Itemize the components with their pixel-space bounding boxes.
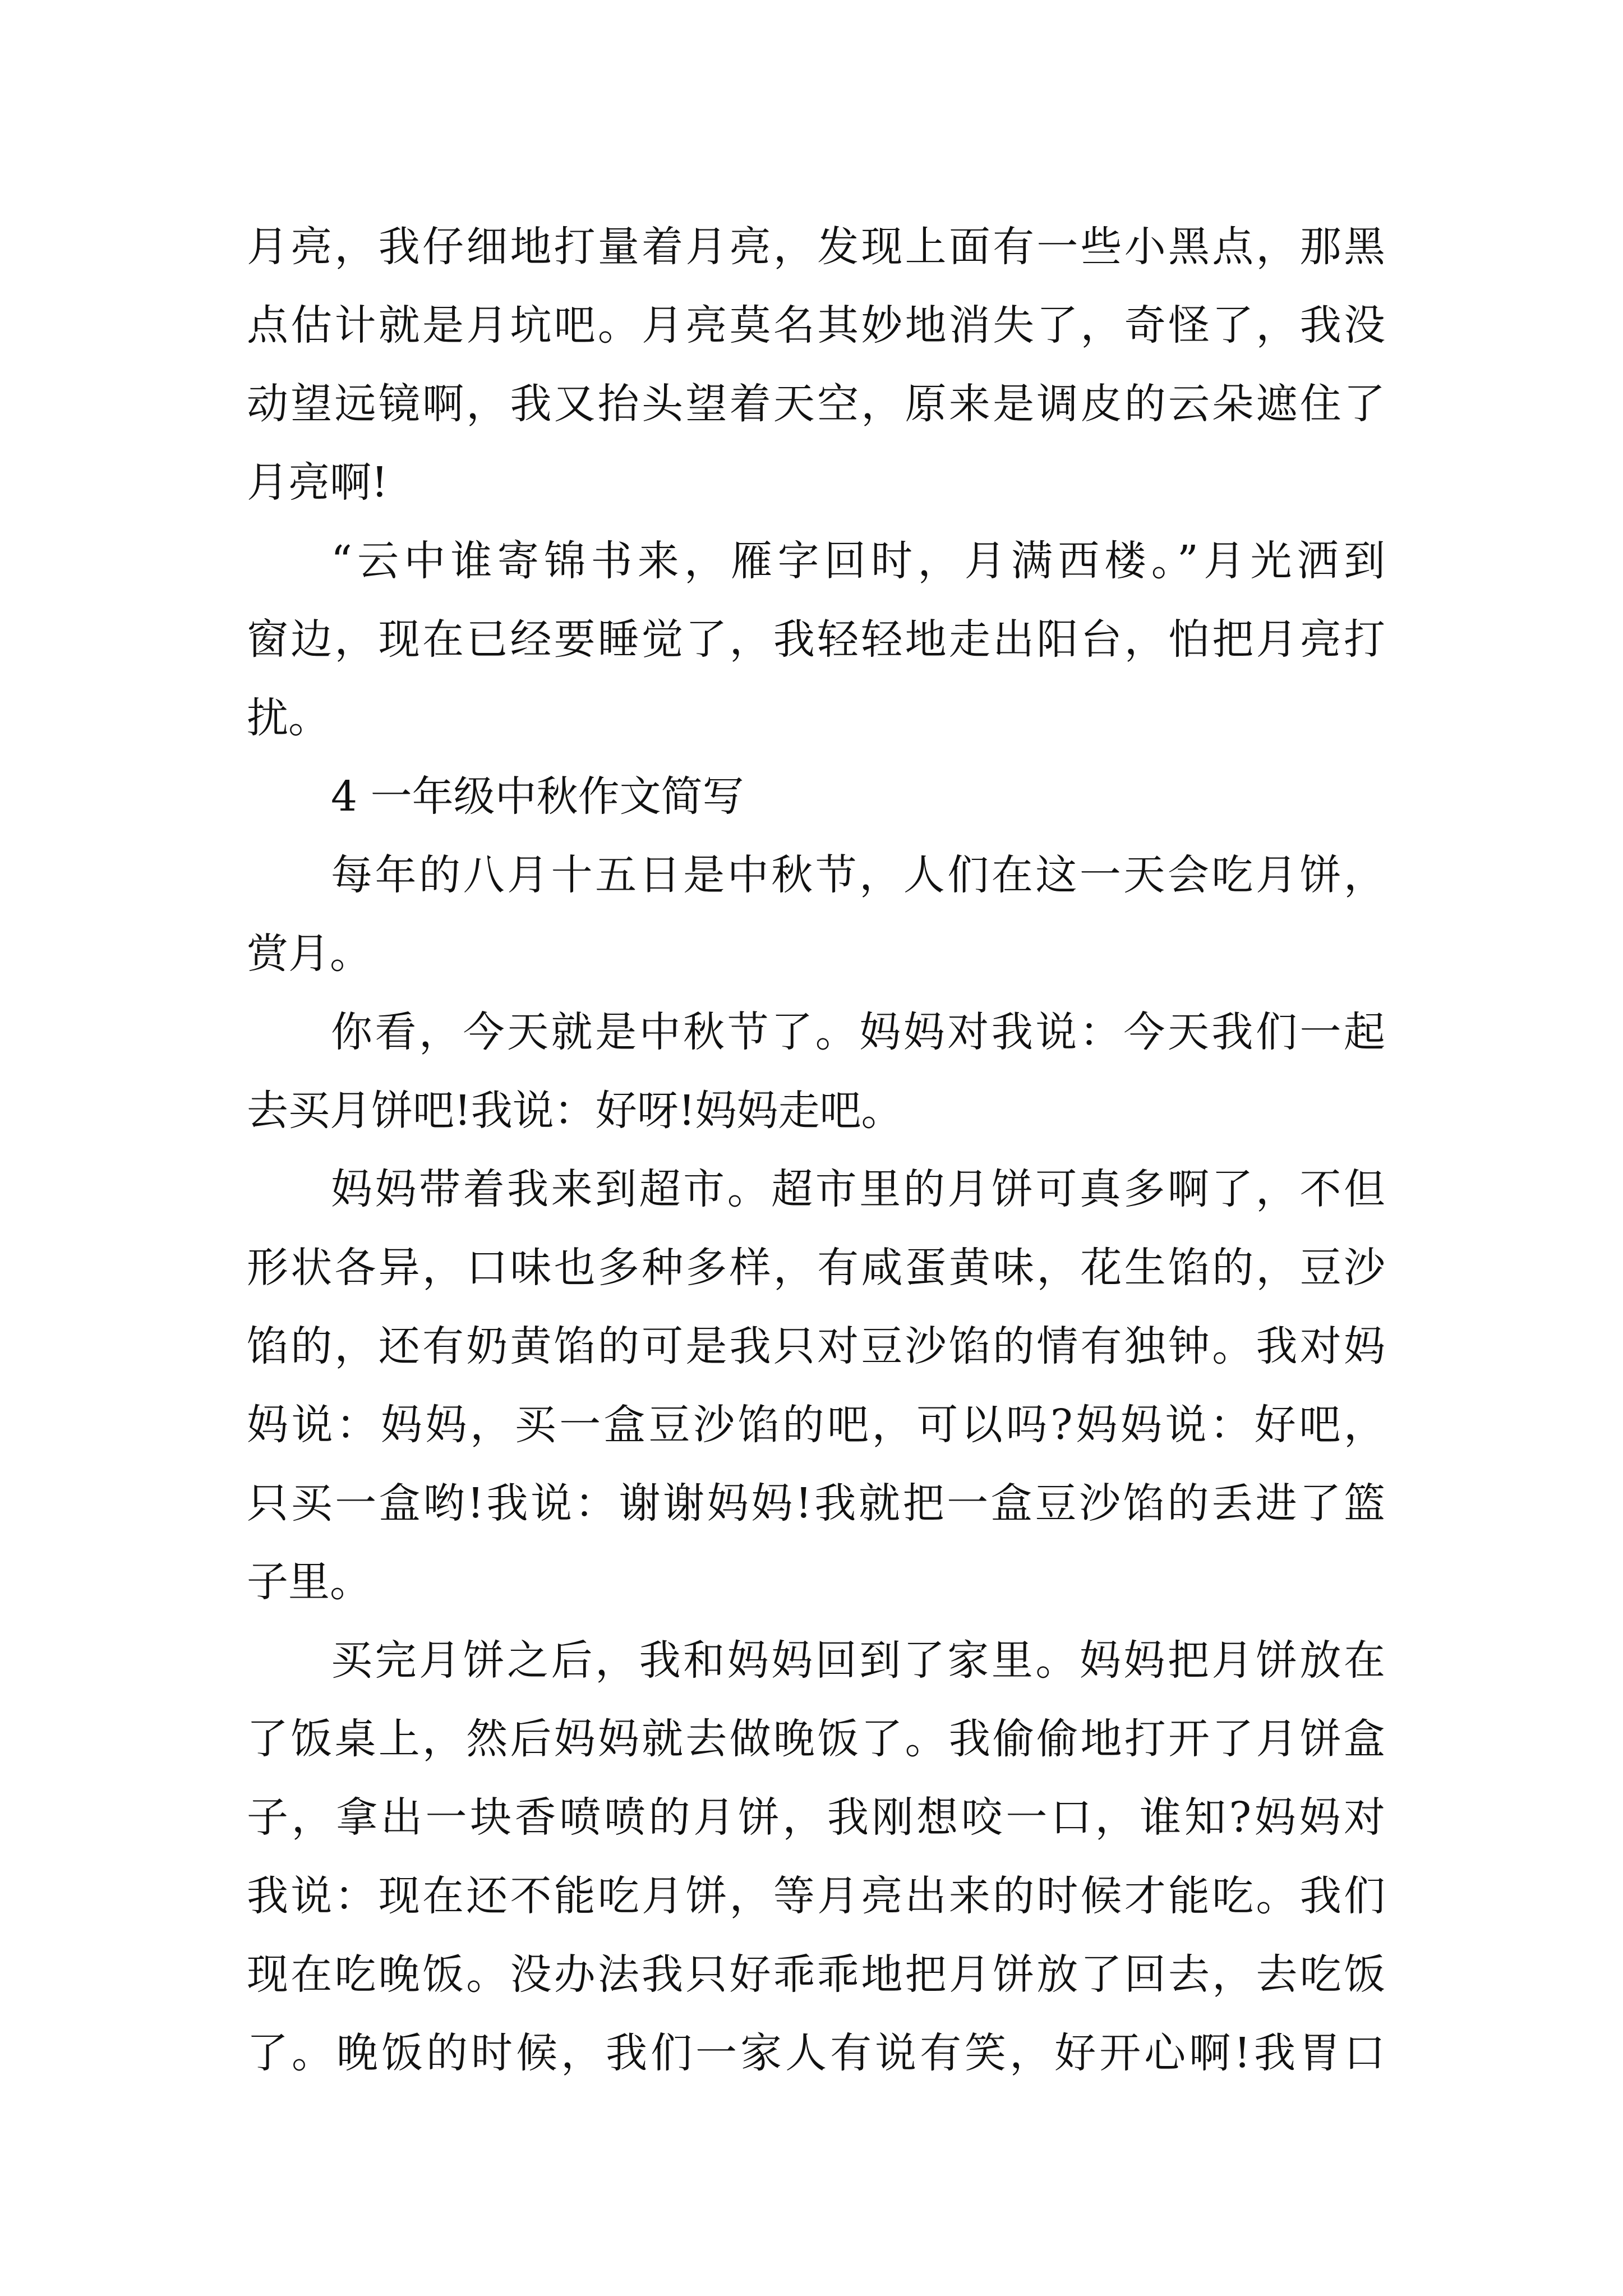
text-line: 动望远镜啊，我又抬头望着天空，原来是调皮的云朵遮住了 (247, 380, 1385, 428)
text-line: 每年的八月十五日是中秋节，人们在这一天会吃月饼， (331, 851, 1385, 899)
text-line: 月亮，我仔细地打量着月亮，发现上面有一些小黑点，那黑 (247, 223, 1385, 271)
text-line: 子里。 (247, 1558, 371, 1606)
text-line: 扰。 (247, 694, 330, 742)
text-line: “云中谁寄锦书来，雁字回时，月满西楼。”月光洒到 (331, 537, 1385, 585)
text-line: 我说：现在还不能吃月饼，等月亮出来的时候才能吃。我们 (247, 1872, 1385, 1920)
text-line: 4 一年级中秋作文简写 (331, 772, 744, 821)
text-line: 买完月饼之后，我和妈妈回到了家里。妈妈把月饼放在 (331, 1636, 1385, 1685)
text-line: 月亮啊! (247, 458, 388, 507)
text-line: 子，拿出一块香喷喷的月饼，我刚想咬一口，谁知?妈妈对 (247, 1793, 1385, 1842)
text-line: 了饭桌上，然后妈妈就去做晚饭了。我偷偷地打开了月饼盒 (247, 1715, 1385, 1763)
text-line: 形状各异，口味也多种多样，有咸蛋黄味，花生馅的，豆沙 (247, 1244, 1385, 1292)
text-line: 了。晚饭的时候，我们一家人有说有笑，好开心啊!我胃口 (247, 2029, 1385, 2077)
document-body (247, 208, 1385, 2092)
text-line: 去买月饼吧!我说：好呀!妈妈走吧。 (247, 1087, 903, 1135)
text-line: 妈妈带着我来到超市。超市里的月饼可真多啊了，不但 (331, 1165, 1385, 1213)
text-line: 点估计就是月坑吧。月亮莫名其妙地消失了，奇怪了，我没 (247, 301, 1385, 349)
text-line: 现在吃晚饭。没办法我只好乖乖地把月饼放了回去，去吃饭 (247, 1950, 1385, 1999)
text-line: 窗边，现在已经要睡觉了，我轻轻地走出阳台，怕把月亮打 (247, 615, 1385, 664)
text-line: 只买一盒哟!我说：谢谢妈妈!我就把一盒豆沙馅的丢进了篮 (247, 1479, 1385, 1527)
text-line: 你看，今天就是中秋节了。妈妈对我说：今天我们一起 (331, 1008, 1385, 1056)
text-line: 妈说：妈妈，买一盒豆沙馅的吧，可以吗?妈妈说：好吧， (247, 1401, 1385, 1449)
text-line: 赏月。 (247, 930, 371, 978)
text-line: 馅的，还有奶黄馅的可是我只对豆沙馅的情有独钟。我对妈 (247, 1322, 1385, 1370)
